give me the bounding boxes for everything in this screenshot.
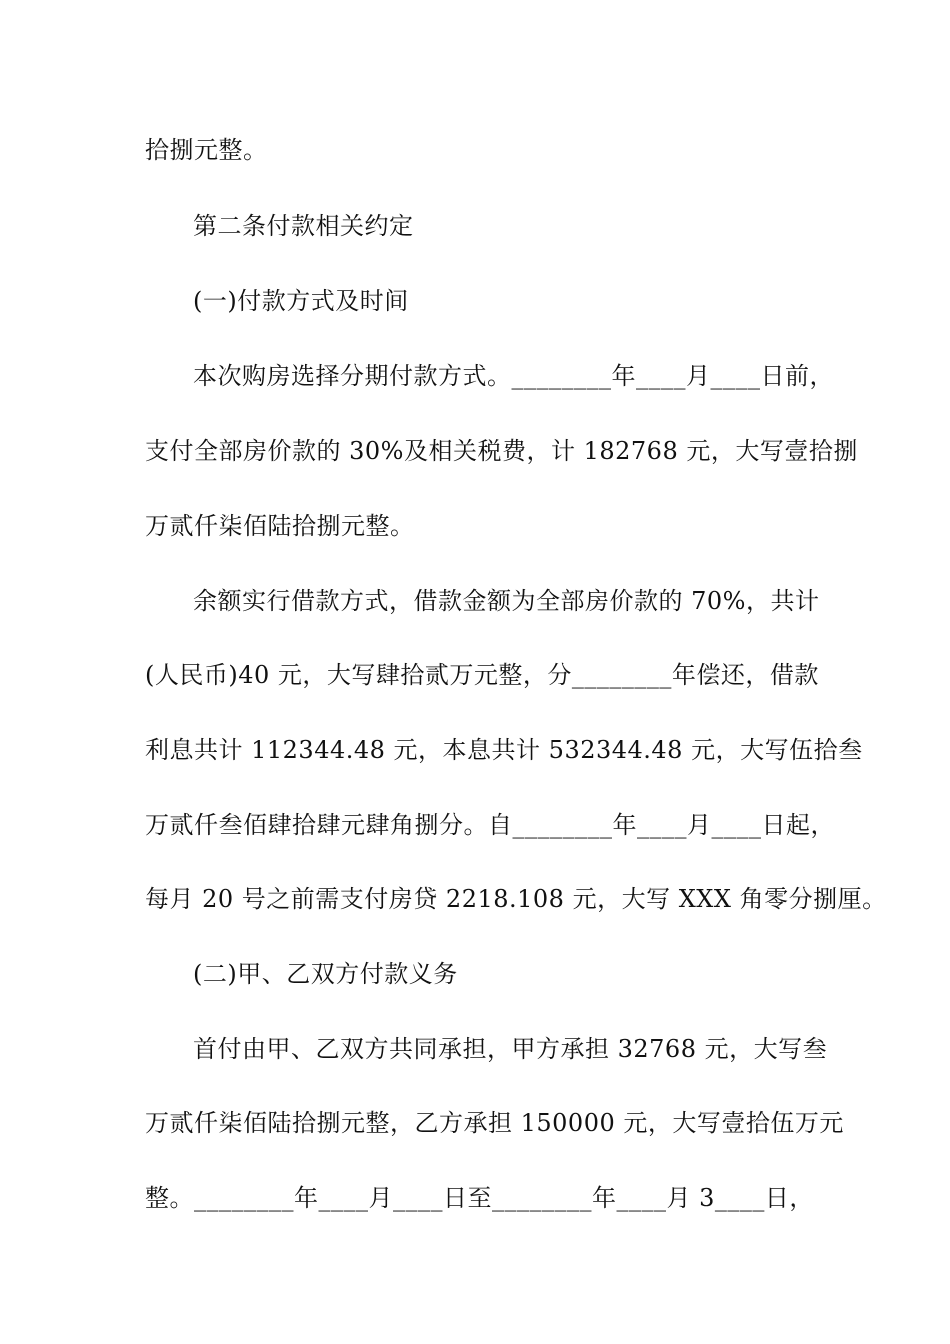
paragraph-line-14: 万贰仟柒佰陆拾捌元整，乙方承担 150000 元，大写壹拾伍万元	[145, 1109, 844, 1137]
paragraph-line-15: 整。________年____月____日至________年____月 3____日，	[145, 1184, 814, 1212]
section-heading-article-2: 第二条付款相关约定	[193, 212, 414, 240]
paragraph-line-1: 拾捌元整。	[145, 136, 268, 164]
paragraph-line-7: 余额实行借款方式，借款金额为全部房价款的 70%，共计	[193, 587, 820, 615]
paragraph-line-4: 本次购房选择分期付款方式。________年____月____日前，	[193, 362, 834, 390]
paragraph-line-13: 首付由甲、乙双方共同承担，甲方承担 32768 元，大写叁	[193, 1035, 828, 1063]
paragraph-line-10: 万贰仟叁佰肆拾肆元肆角捌分。自________年____月____日起，	[145, 811, 835, 839]
subsection-heading-1: (一)付款方式及时间	[193, 287, 409, 315]
paragraph-line-9: 利息共计 112344.48 元，本息共计 532344.48 元，大写伍拾叁	[145, 736, 863, 764]
paragraph-line-6: 万贰仟柒佰陆拾捌元整。	[145, 512, 415, 540]
paragraph-line-5: 支付全部房价款的 30%及相关税费，计 182768 元，大写壹拾捌	[145, 437, 858, 465]
subsection-heading-2: (二)甲、乙双方付款义务	[193, 960, 458, 988]
paragraph-line-8: (人民币)40 元，大写肆拾贰万元整，分________年偿还，借款	[145, 661, 819, 689]
paragraph-line-11: 每月 20 号之前需支付房贷 2218.108 元，大写 XXX 角零分捌厘。	[145, 885, 887, 913]
